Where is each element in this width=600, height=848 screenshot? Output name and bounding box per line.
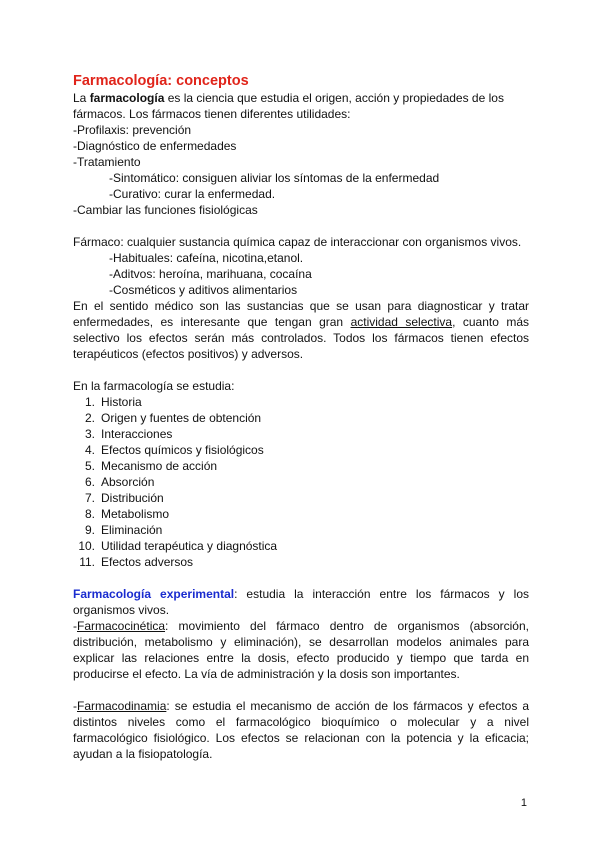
farmaco-definition: Fármaco: cualquier sustancia química capaz de interaccionar con organismos vivos. bbox=[73, 235, 522, 249]
list-text: Efectos adversos bbox=[101, 555, 194, 569]
paragraph-text: , cuanto más selectivo los efectos serán más controlados. Todos los fármacos tienen efectos terapéuticos (efectos positivos) y adversos. bbox=[73, 315, 530, 361]
study-heading: En la farmacología se estudia: bbox=[73, 379, 235, 393]
list-text: Absorción bbox=[101, 475, 155, 489]
utility-item: -Profilaxis: prevención bbox=[73, 123, 192, 137]
list-item bbox=[73, 506, 529, 522]
list-item bbox=[73, 442, 529, 458]
list-number: 1. bbox=[84, 395, 95, 409]
list-item bbox=[73, 394, 529, 410]
list-text: Efectos químicos y fisiológicos bbox=[101, 443, 264, 457]
list-number: 7. bbox=[84, 491, 95, 505]
list-item bbox=[73, 474, 529, 490]
list-item bbox=[73, 458, 529, 474]
farmacocinetica-label: Farmacocinética bbox=[77, 619, 166, 633]
farmacodinamia-label: Farmacodinamia bbox=[77, 699, 167, 713]
experimental-paragraph bbox=[73, 586, 529, 618]
list-item bbox=[73, 490, 529, 506]
farmaco-paragraph bbox=[73, 298, 529, 362]
list-item bbox=[73, 538, 529, 554]
utility-item: -Diagnóstico de enfermedades bbox=[73, 139, 237, 153]
intro-line-2: fármacos. Los fármacos tienen diferentes utilidades: bbox=[73, 107, 351, 121]
underlined-term: actividad selectiva bbox=[350, 315, 453, 329]
intro-prefix: La bbox=[73, 91, 90, 105]
list-number: 9. bbox=[84, 523, 95, 537]
list-text: Utilidad terapéutica y diagnóstica bbox=[101, 539, 278, 553]
paragraph-text: En el sentido médico son las sustancias que se usan para diagnosticar y tratar enfermedades, es interesante que tengan gran bbox=[73, 299, 529, 329]
intro-line-1 bbox=[73, 90, 529, 106]
list-number: 11. bbox=[79, 555, 95, 569]
experimental-text: : estudia la interacción entre los fármacos y los organismos vivos. bbox=[73, 587, 530, 617]
dash: - bbox=[73, 699, 77, 713]
list-number: 5. bbox=[84, 459, 95, 473]
study-list bbox=[73, 394, 529, 570]
farmacocinetica-text: : movimiento del fármaco dentro de organismos (absorción, distribución, metabolismo y eliminación), se desarrollan modelos animales para explicar las relaciones entre la dosis, efecto producido y tiempo que tarda en producirse el efecto. La vía de administración y la dosis son importantes. bbox=[73, 619, 529, 681]
farmaco-type: -Habituales: cafeína, nicotina,etanol. bbox=[109, 251, 304, 265]
list-text: Origen y fuentes de obtención bbox=[101, 411, 262, 425]
utility-item: -Tratamiento bbox=[73, 155, 141, 169]
list-item bbox=[73, 522, 529, 538]
dash: - bbox=[73, 619, 77, 633]
list-text: Distribución bbox=[101, 491, 164, 505]
list-text: Metabolismo bbox=[101, 507, 170, 521]
page-number: 1 bbox=[520, 797, 527, 809]
intro-rest: es la ciencia que estudia el origen, acción y propiedades de los bbox=[164, 91, 504, 105]
list-text: Interacciones bbox=[101, 427, 173, 441]
list-item bbox=[73, 554, 529, 570]
list-number: 10. bbox=[78, 539, 95, 553]
farmaco-type: -Aditvos: heroína, marihuana, cocaína bbox=[109, 267, 312, 281]
list-number: 8. bbox=[84, 507, 95, 521]
list-text: Eliminación bbox=[101, 523, 163, 537]
treatment-subitem: -Curativo: curar la enfermedad. bbox=[109, 187, 276, 201]
farmacodinamia-text: : se estudia el mecanismo de acción de los fármacos y efectos a distintos niveles como el farmacológico bioquímico o molecular y a nivel farmacológico fisiológico. Los efectos se relacionan con la potencia y la eficacia; ayudan a la fisiopatología. bbox=[73, 699, 529, 761]
experimental-label: Farmacología experimental bbox=[73, 587, 235, 601]
list-text: Mecanismo de acción bbox=[101, 459, 218, 473]
list-number: 4. bbox=[84, 443, 95, 457]
intro-term: farmacología bbox=[89, 91, 165, 105]
document-page bbox=[73, 72, 529, 762]
farmacocinetica-paragraph bbox=[73, 618, 529, 682]
list-number: 6. bbox=[84, 475, 95, 489]
list-item bbox=[73, 410, 529, 426]
page-title: Farmacología: conceptos bbox=[73, 73, 249, 89]
list-number: 3. bbox=[84, 427, 95, 441]
list-item bbox=[73, 426, 529, 442]
list-number: 2. bbox=[84, 411, 95, 425]
list-text: Historia bbox=[101, 395, 142, 409]
farmacodinamia-paragraph bbox=[73, 698, 529, 762]
farmaco-type: -Cosméticos y aditivos alimentarios bbox=[109, 283, 298, 297]
treatment-subitem: -Sintomático: consiguen aliviar los síntomas de la enfermedad bbox=[109, 171, 440, 185]
utility-item: -Cambiar las funciones fisiológicas bbox=[73, 203, 258, 217]
